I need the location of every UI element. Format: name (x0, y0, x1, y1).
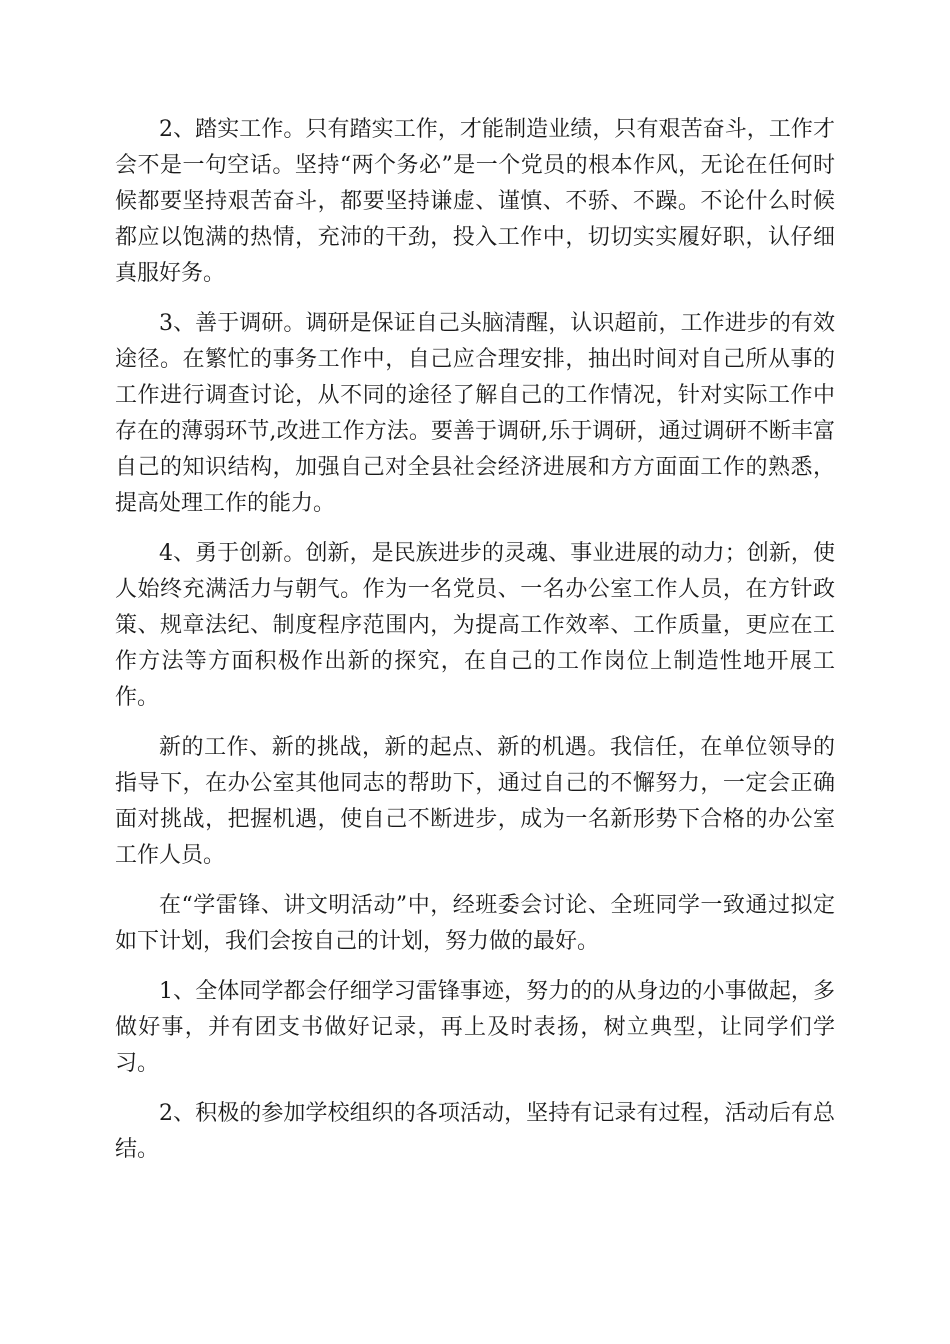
paragraph-new-challenges: 新的工作、新的挑战，新的起点、新的机遇。我信任，在单位领导的指导下，在办公室其他同志的帮助下，通过自己的不懈努力，一定会正确面对挑战，把握机遇，使自己不断进步，成为一名新形势下合格的办公室工作人员。 (115, 735, 835, 868)
paragraph-plan-item-1: 1、全体同学都会仔细学习雷锋事迹，努力的的从身边的小事做起，多做好事，并有团支书做好记录，再上及时表扬，树立典型，让同学们学习。 (115, 979, 835, 1076)
paragraph-innovation: 4、勇于创新。创新，是民族进步的灵魂、事业进展的动力；创新，使人始终充满活力与朝气。作为一名党员、一名办公室工作人员，在方针政策、规章法纪、制度程序范围内，为提高工作效率、工作质量，更应在工作方法等方面积极作出新的探究，在自己的工作岗位上制造性地开展工作。 (115, 541, 835, 710)
paragraph-research: 3、善于调研。调研是保证自己头脑清醒，认识超前，工作进步的有效途径。在繁忙的事务工作中，自己应合理安排，抽出时间对自己所从事的工作进行调查讨论，从不同的途径了解自己的工作情况，针对实际工作中存在的薄弱环节,改进工作方法。要善于调研,乐于调研，通过调研不断丰富自己的知识结构，加强自己对全县社会经济进展和方方面面工作的熟悉，提高处理工作的能力。 (115, 311, 835, 516)
paragraph-plan-item-2: 2、积极的参加学校组织的各项活动，坚持有记录有过程，活动后有总结。 (115, 1101, 835, 1162)
document-body (115, 112, 835, 1182)
paragraph-lei-feng-activity: 在“学雷锋、讲文明活动”中，经班委会讨论、全班同学一致通过拟定如下计划，我们会按自己的计划，努力做的最好。 (115, 893, 835, 954)
paragraph-work-diligently: 2、踏实工作。只有踏实工作，才能制造业绩，只有艰苦奋斗，工作才会不是一句空话。坚持“两个务必”是一个党员的根本作风，无论在任何时候都要坚持艰苦奋斗，都要坚持谦虚、谨慎、不骄、不躁。不论什么时候都应以饱满的热情，充沛的干劲，投入工作中，切切实实履好职，认仔细真服好务。 (115, 117, 835, 286)
